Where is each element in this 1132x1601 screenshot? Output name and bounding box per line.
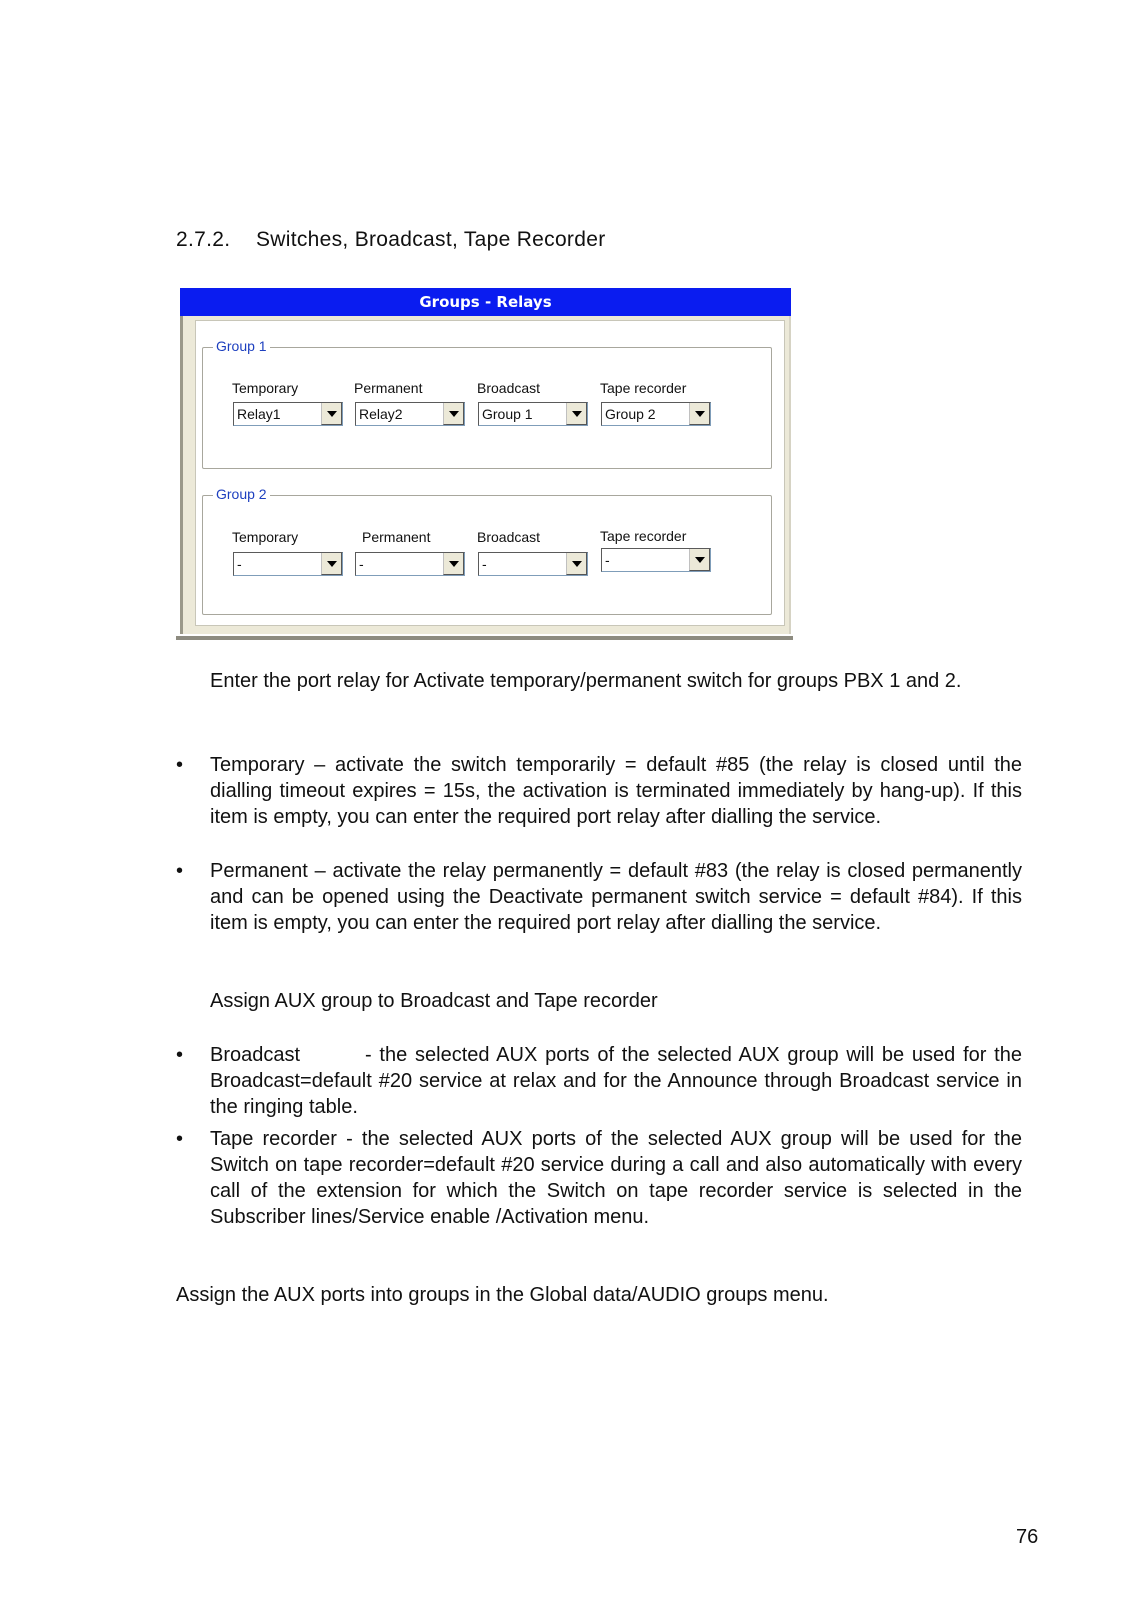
bullet-broadcast-term: Broadcast — [210, 1044, 301, 1066]
chevron-down-icon[interactable] — [566, 403, 587, 425]
group-2-permanent-label: Permanent — [362, 529, 431, 545]
page-number: 76 — [1016, 1526, 1039, 1548]
dialog-title: Groups - Relays — [180, 288, 791, 316]
group-1-broadcast-select[interactable]: Group 1 — [478, 402, 588, 426]
bullet-icon: • — [176, 860, 184, 882]
group-1-temporary-select[interactable]: Relay1 — [233, 402, 343, 426]
group-1-tape-recorder-select[interactable]: Group 2 — [601, 402, 711, 426]
section-number: 2.7.2. — [176, 228, 231, 251]
closing-paragraph: Assign the AUX ports into groups in the Global data/AUDIO groups menu. — [176, 1284, 829, 1306]
group-1-broadcast-label: Broadcast — [477, 380, 541, 396]
group-2-broadcast-label: Broadcast — [477, 529, 541, 545]
group-2-temporary-select[interactable]: - — [233, 552, 343, 576]
bullet-icon: • — [176, 1128, 184, 1150]
group-2-temporary-label: Temporary — [232, 529, 299, 545]
bullet-icon: • — [176, 754, 184, 776]
bullet-tape-recorder-term: Tape recorder — [210, 1128, 337, 1150]
chevron-down-icon[interactable] — [566, 553, 587, 575]
section-title: Switches, Broadcast, Tape Recorder — [256, 228, 606, 251]
bullet-temporary: Temporary – activate the switch temporarily = default #85 (the relay is closed until the dialling timeout expires = 15s, the activation is terminated immediately by hang-up). If this item is empty, you can enter the required port relay after dialling the service. — [210, 754, 1022, 828]
group-1-permanent-select[interactable]: Relay2 — [355, 402, 465, 426]
chevron-down-icon[interactable] — [443, 403, 464, 425]
bullet-tape-recorder — [210, 1126, 1022, 1230]
bullet-broadcast — [210, 1042, 1022, 1120]
chevron-down-icon[interactable] — [689, 403, 710, 425]
group-1-tape-recorder-label: Tape recorder — [600, 380, 687, 396]
group-1-permanent-label: Permanent — [354, 380, 423, 396]
chevron-down-icon[interactable] — [689, 549, 710, 571]
bullet-icon: • — [176, 1044, 184, 1066]
group-2-tape-recorder-label: Tape recorder — [600, 528, 687, 544]
chevron-down-icon[interactable] — [443, 553, 464, 575]
chevron-down-icon[interactable] — [321, 553, 342, 575]
group-2-permanent-select[interactable]: - — [355, 552, 465, 576]
bullet-broadcast-text: - the selected AUX ports of the selected AUX group will be used for the Broadcast=default #20 service at relax and for the Announce through Broadcast service in the ringing table. — [210, 1044, 1022, 1118]
section-heading — [176, 228, 605, 252]
group-2-tape-recorder-select[interactable]: - — [601, 548, 711, 572]
assign-aux-heading: Assign AUX group to Broadcast and Tape recorder — [210, 990, 658, 1012]
group-1-temporary-label: Temporary — [232, 380, 299, 396]
bullet-permanent: Permanent – activate the relay permanently = default #83 (the relay is closed permanently and can be opened using the Deactivate permanent switch service = default #84). If this item is empty, you can enter the required port relay after dialling the service. — [210, 860, 1022, 934]
intro-paragraph: Enter the port relay for Activate temporary/permanent switch for groups PBX 1 and 2. — [210, 670, 962, 692]
group-2-title: Group 2 — [213, 486, 270, 502]
group-2-broadcast-select[interactable]: - — [478, 552, 588, 576]
bullet-tape-recorder-text: - the selected AUX ports of the selected AUX group will be used for the Switch on tape recorder=default #20 service during a call and also automatically with every call of the extension for which the Switch on tape recorder service is selected in the Subscriber lines/Service enable /Activation menu. — [210, 1128, 1022, 1228]
chevron-down-icon[interactable] — [321, 403, 342, 425]
group-1-title: Group 1 — [213, 338, 270, 354]
